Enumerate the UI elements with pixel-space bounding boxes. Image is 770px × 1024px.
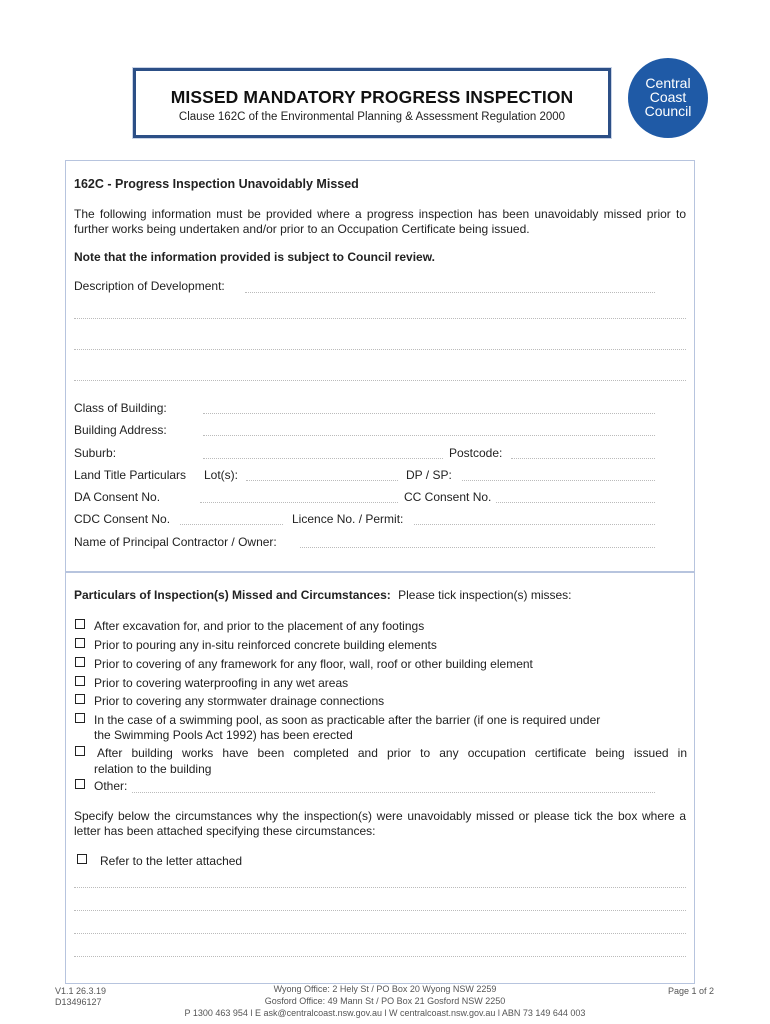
item-framework: Prior to covering of any framework for any floor, wall, roof or other building element bbox=[94, 657, 533, 671]
dp-sp-label: DP / SP: bbox=[406, 468, 452, 482]
item-occupation: After building works have been completed and prior to any occupation certificate being issued in bbox=[97, 746, 687, 760]
checkbox-footings[interactable] bbox=[75, 619, 85, 629]
item-footings: After excavation for, and prior to the placement of any footings bbox=[94, 619, 425, 633]
circumstances-line-3[interactable] bbox=[74, 933, 686, 934]
cdc-field[interactable] bbox=[180, 524, 283, 525]
da-label: DA Consent No. bbox=[74, 490, 161, 504]
circumstances-line-1[interactable] bbox=[74, 887, 686, 888]
council-logo bbox=[628, 58, 708, 138]
land-title-label: Land Title Particulars bbox=[74, 468, 187, 482]
checkbox-concrete[interactable] bbox=[75, 638, 85, 648]
cdc-label: CDC Consent No. bbox=[74, 512, 171, 526]
address-field[interactable] bbox=[203, 435, 655, 436]
footer-gosford-office: Gosford Office: 49 Mann St / PO Box 21 Gosford NSW 2250 bbox=[264, 996, 506, 1006]
description-label: Description of Development: bbox=[74, 279, 225, 293]
suburb-label: Suburb: bbox=[74, 446, 117, 460]
checkbox-occupation[interactable] bbox=[75, 746, 85, 756]
logo-line-3: Council bbox=[644, 103, 692, 119]
checkbox-letter-attached[interactable] bbox=[77, 854, 87, 864]
description-field-line-3[interactable] bbox=[74, 349, 686, 350]
checkbox-framework[interactable] bbox=[75, 657, 85, 667]
lots-label: Lot(s): bbox=[204, 468, 239, 482]
licence-field[interactable] bbox=[414, 524, 655, 525]
description-field-line-2[interactable] bbox=[74, 318, 686, 319]
version-label: V1.1 26.3.19 bbox=[55, 986, 107, 996]
description-field-line-4[interactable] bbox=[74, 380, 686, 381]
postcode-field[interactable] bbox=[511, 458, 655, 459]
title-box bbox=[133, 68, 611, 138]
form-subtitle: Clause 162C of the Environmental Planning & Assessment Regulation 2000 bbox=[178, 111, 566, 123]
logo-line-1: Central bbox=[645, 75, 691, 91]
logo-line-2: Coast bbox=[649, 89, 687, 105]
contractor-field[interactable] bbox=[300, 547, 655, 548]
checkbox-waterproofing[interactable] bbox=[75, 676, 85, 686]
item-other: Other: bbox=[94, 779, 128, 793]
cc-field[interactable] bbox=[496, 502, 655, 503]
document-id: D13496127 bbox=[55, 997, 102, 1007]
section2-instruction: Please tick inspection(s) misses: bbox=[398, 588, 572, 602]
postcode-label: Postcode: bbox=[449, 446, 503, 460]
item-concrete: Prior to pouring any in-situ reinforced concrete building elements bbox=[94, 638, 437, 652]
letter-attached-label: Refer to the letter attached bbox=[100, 854, 243, 868]
footer-wyong-office: Wyong Office: 2 Hely St / PO Box 20 Wyong NSW 2259 bbox=[273, 984, 497, 994]
suburb-field[interactable] bbox=[203, 458, 443, 459]
section1-heading: 162C - Progress Inspection Unavoidably Missed bbox=[74, 177, 359, 191]
circumstances-line-4[interactable] bbox=[74, 956, 686, 957]
section1-intro: The following information must be provided where a progress inspection has been unavoidably missed prior to further works being undertaken and/or prior to an Occupation Certificate being issued. bbox=[74, 207, 686, 236]
review-note: Note that the information provided is subject to Council review. bbox=[74, 250, 435, 264]
footer-contact: P 1300 463 954 l E ask@centralcoast.nsw.gov.au l W centralcoast.nsw.gov.au l ABN 73 149 644 003 bbox=[184, 1008, 586, 1018]
da-field[interactable] bbox=[200, 502, 398, 503]
item-occupation-cont: relation to the building bbox=[94, 762, 212, 776]
item-stormwater: Prior to covering any stormwater drainage connections bbox=[94, 694, 385, 708]
section2-heading-row bbox=[74, 588, 572, 602]
checkbox-other[interactable] bbox=[75, 779, 85, 789]
dp-sp-field[interactable] bbox=[462, 480, 655, 481]
item-swimming-pool-cont: the Swimming Pools Act 1992) has been erected bbox=[94, 728, 353, 742]
class-field[interactable] bbox=[203, 413, 655, 414]
item-waterproofing: Prior to covering waterproofing in any wet areas bbox=[94, 676, 349, 690]
section2-heading: Particulars of Inspection(s) Missed and Circumstances: bbox=[74, 588, 391, 602]
class-label: Class of Building: bbox=[74, 401, 167, 415]
circumstances-line-2[interactable] bbox=[74, 910, 686, 911]
description-field[interactable] bbox=[245, 292, 655, 293]
item-swimming-pool: In the case of a swimming pool, as soon as practicable after the barrier (if one is required under bbox=[94, 713, 601, 727]
lots-field[interactable] bbox=[246, 480, 398, 481]
circumstances-instructions: Specify below the circumstances why the inspection(s) were unavoidably missed or please tick the box where a letter has been attached specifying these circumstances: bbox=[74, 809, 686, 838]
checkbox-stormwater[interactable] bbox=[75, 694, 85, 704]
form-title: MISSED MANDATORY PROGRESS INSPECTION bbox=[170, 87, 574, 107]
checkbox-swimming-pool[interactable] bbox=[75, 713, 85, 723]
page-number: Page 1 of 2 bbox=[667, 986, 714, 996]
address-label: Building Address: bbox=[74, 423, 167, 437]
other-field[interactable] bbox=[132, 792, 655, 793]
contractor-label: Name of Principal Contractor / Owner: bbox=[74, 535, 277, 549]
licence-label: Licence No. / Permit: bbox=[292, 512, 404, 526]
cc-label: CC Consent No. bbox=[404, 490, 492, 504]
